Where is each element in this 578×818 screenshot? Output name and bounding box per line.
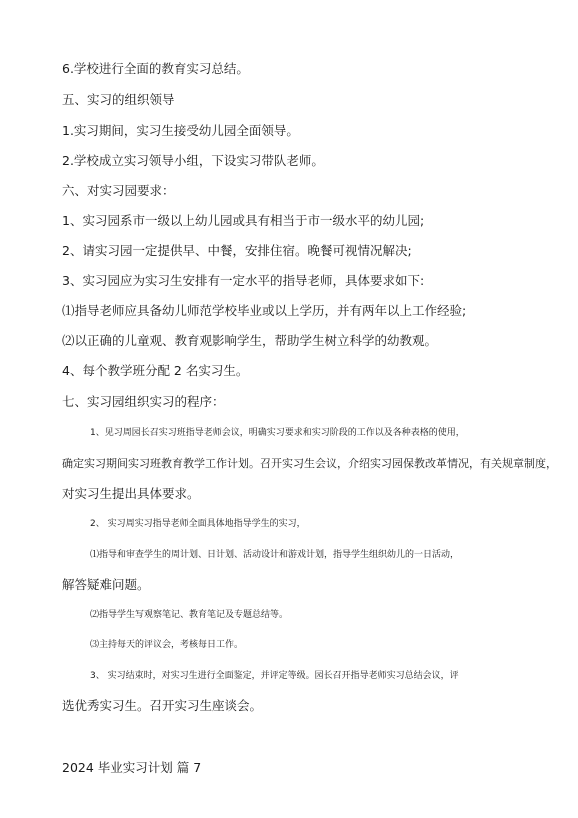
text-line-16: 2、 实习周实习指导老师全面具体地指导学生的实习，	[90, 519, 306, 529]
text-line-10: ⑵以正确的儿童观、教育观影响学生，帮助学生树立科学的幼教观。	[62, 333, 438, 348]
document-title-footer: 2024 毕业实习计划 篇 7	[62, 760, 202, 775]
text-line-22: 选优秀实习生。召开实习生座谈会。	[62, 698, 263, 713]
text-line-9: ⑴指导老师应具备幼儿师范学校毕业或以上学历，并有两年以上工作经验;	[62, 303, 467, 318]
text-line-14: 确定实习期间实习班教育教学工作计划。召开实习生会议，介绍实习园保教改革情况，有关规章制度，	[62, 457, 557, 470]
text-line-8: 3、实习园应为实习生安排有一定水平的指导老师，具体要求如下:	[62, 273, 425, 288]
text-line-20: ⑶主持每天的评议会，考核每日工作。	[90, 640, 244, 650]
text-line-6: 1、实习园系市一级以上幼儿园或具有相当于市一级水平的幼儿园;	[62, 213, 425, 228]
text-line-19: ⑵指导学生写观察笔记、教育笔记及专题总结等。	[90, 610, 289, 620]
text-line-7: 2、请实习园一定提供早、中餐，安排住宿。晚餐可视情况解决;	[62, 243, 412, 258]
text-line-4: 2.学校成立实习领导小组，下设实习带队老师。	[62, 153, 324, 168]
text-line-11: 4、每个教学班分配 2 名实习生。	[62, 363, 249, 378]
text-line-17: ⑴指导和审查学生的周计划、日计划、活动设计和游戏计划，指导学生组织幼儿的一日活动，	[90, 550, 460, 560]
text-line-21: 3、 实习结束时，对实习生进行全面鉴定，并评定等级。园长召开指导老师实习总结会议，评	[90, 671, 459, 681]
text-line-3: 1.实习期间，实习生接受幼儿园全面领导。	[62, 123, 299, 138]
text-line-15: 对实习生提出具体要求。	[62, 486, 200, 501]
section-heading-6: 六、对实习园要求：	[62, 183, 175, 198]
section-heading-5: 五、实习的组织领导	[62, 92, 175, 107]
text-line-18: 解答疑难问题。	[62, 577, 150, 592]
text-line-13: 1、见习周园长召实习班指导老师会议，明确实习要求和实习阶段的工作以及各种表格的使用，	[90, 428, 465, 438]
text-line-1: 6.学校进行全面的教育实习总结。	[62, 61, 249, 76]
section-heading-7: 七、实习园组织实习的程序：	[62, 394, 225, 409]
